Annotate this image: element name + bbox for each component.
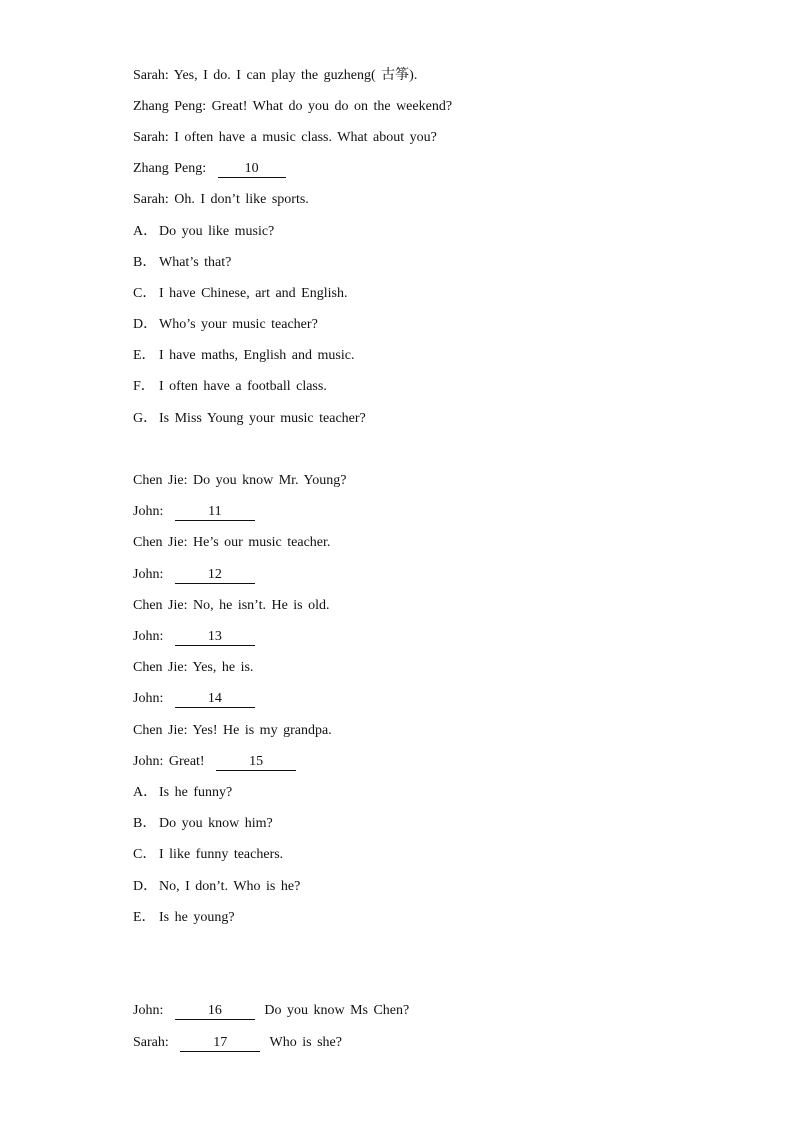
option-item [133,285,347,303]
dialogue-line [133,67,417,85]
dialogue-line [133,566,259,584]
dialogue-line [133,722,332,740]
speaker: John: [133,1003,164,1018]
option-text: I often have a football class. [159,379,327,394]
option-text: I have Chinese, art and English. [159,286,348,301]
dialogue-text: Oh. I don’t like sports. [174,192,309,207]
option-letter: E． [133,348,156,363]
option-letter: F． [133,379,155,394]
option-text: No, I don’t. Who is he? [159,879,301,894]
dialogue-line [133,659,253,677]
dialogue-line [133,503,259,521]
option-item [133,316,318,334]
option-text: Is he funny? [159,785,233,800]
option-letter: A． [133,785,158,800]
answer-blank-13[interactable]: 13 [175,629,255,646]
option-text: Who’s your music teacher? [159,317,318,332]
option-item [133,784,232,802]
speaker: Chen Jie: [133,723,188,738]
answer-blank-12[interactable]: 12 [175,567,255,584]
dialogue-text: Yes, he is. [192,660,254,675]
dialogue-line [133,98,452,116]
option-text: I have maths, English and music. [159,348,355,363]
answer-blank-15[interactable]: 15 [216,754,296,771]
dialogue-line [133,472,346,490]
option-letter: C． [133,847,157,862]
dialogue-text: I often have a music class. What about you? [174,130,437,145]
dialogue-line [133,1034,342,1052]
option-letter: B． [133,816,157,831]
option-item [133,815,273,833]
option-letter: C． [133,286,157,301]
option-letter: D． [133,317,158,332]
option-item [133,410,366,428]
dialogue-line [133,191,309,209]
option-item [133,254,231,272]
answer-blank-10[interactable]: 10 [218,161,286,178]
speaker: Sarah: [133,192,169,207]
speaker: John: [133,691,164,706]
option-item [133,909,235,927]
speaker: John: [133,754,164,769]
option-letter: G． [133,411,158,426]
dialogue-text: Yes, I do. I can play the guzheng( 古筝). [173,68,418,83]
dialogue-text: No, he isn’t. He is old. [193,598,330,613]
option-text: What’s that? [159,255,232,270]
dialogue-text: Who is she? [269,1035,342,1050]
option-letter: A． [133,224,158,239]
speaker: Sarah: [133,68,169,83]
option-item [133,846,283,864]
answer-blank-11[interactable]: 11 [175,504,255,521]
dialogue-line [133,129,437,147]
speaker: Sarah: [133,130,169,145]
option-item [133,878,300,896]
speaker: John: [133,504,164,519]
speaker: John: [133,629,164,644]
speaker: Chen Jie: [133,660,188,675]
speaker: Chen Jie: [133,535,188,550]
option-item [133,378,327,396]
dialogue-text: Do you know Mr. Young? [193,473,347,488]
option-text: Do you know him? [159,816,273,831]
dialogue-text: He’s our music teacher. [193,535,331,550]
dialogue-line [133,1002,409,1020]
option-letter: E． [133,910,156,925]
option-letter: B． [133,255,157,270]
speaker: Chen Jie: [133,473,188,488]
answer-blank-14[interactable]: 14 [175,691,255,708]
dialogue-line [133,753,300,771]
answer-blank-16[interactable]: 16 [175,1003,255,1020]
option-text: I like funny teachers. [159,847,284,862]
dialogue-line [133,160,290,178]
speaker: Sarah: [133,1035,169,1050]
dialogue-line [133,690,259,708]
dialogue-text: Yes! He is my grandpa. [192,723,332,738]
option-item [133,347,354,365]
speaker: Zhang Peng: [133,161,207,176]
dialogue-line [133,628,259,646]
dialogue-line [133,534,330,552]
dialogue-line [133,597,330,615]
answer-blank-17[interactable]: 17 [180,1035,260,1052]
option-text: Is he young? [159,910,235,925]
option-letter: D． [133,879,158,894]
option-text: Is Miss Young your music teacher? [159,411,366,426]
option-text: Do you like music? [159,224,275,239]
speaker: John: [133,567,164,582]
speaker: Zhang Peng: [133,99,207,114]
dialogue-text: Do you know Ms Chen? [264,1003,410,1018]
speaker: Chen Jie: [133,598,188,613]
option-item [133,223,274,241]
dialogue-text: Great! What do you do on the weekend? [211,99,453,114]
dialogue-text: Great! [168,754,205,769]
